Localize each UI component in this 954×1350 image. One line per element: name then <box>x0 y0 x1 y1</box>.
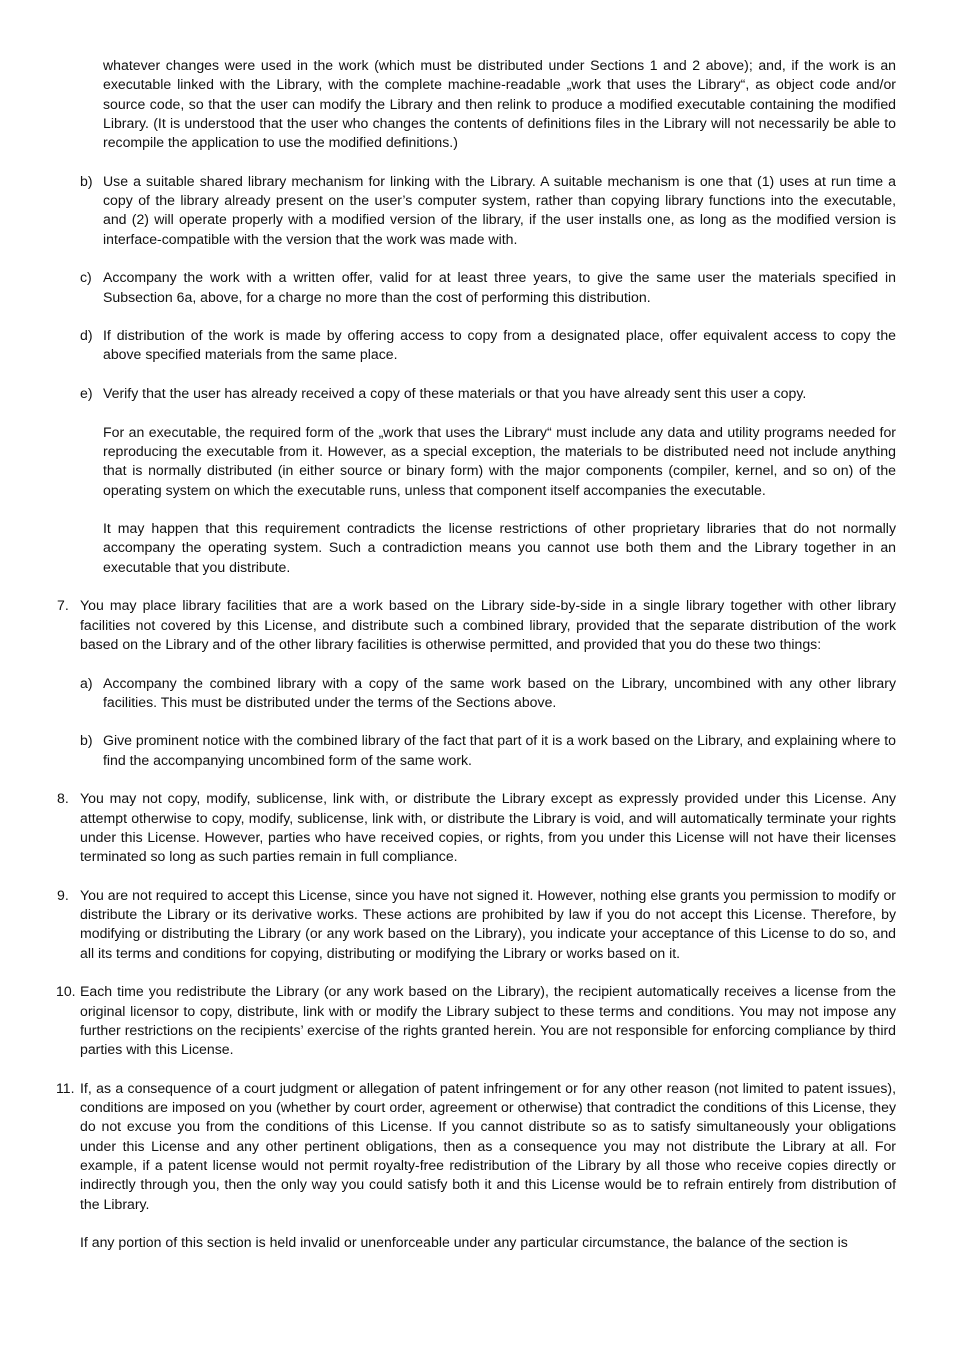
paragraph-6a-continuation <box>103 56 896 152</box>
section-text: You may place library facilities that are a work based on the Library side-by-side in a single library together with other library facilities not covered by this License, and distribute such a combined library, provided that the separate distribution of the work based on the Library and of the other library facilities is otherwise permitted, and provided that you do these two things: <box>80 597 896 652</box>
list-marker: b) <box>80 172 93 189</box>
list-marker: b) <box>80 732 93 749</box>
section-text: Each time you redistribute the Library (or any work based on the Library), the recipient automatically receives a license from the original licensor to copy, distribute, link with or modify the Library subject to these terms and conditions. You may not impose any further restrictions on the recipients’ exercise of the rights granted herein. You are not responsible for enforcing compliance by third parties with this License. <box>80 983 896 1058</box>
list-marker: c) <box>80 269 92 286</box>
list-item-text: Use a suitable shared library mechanism for linking with the Library. A suitable mechanism is one that (1) uses at run time a copy of the library already present on the user’s computer system, rather than copying library functions into the executable, and (2) will operate properly with a modified version of the library, if the user installs one, as long as the modified version is interface-compatible with the version that the work was made with. <box>103 172 896 247</box>
list-marker: a) <box>80 674 93 691</box>
section-7 <box>57 596 896 654</box>
section-number: 8. <box>57 790 69 807</box>
list-item-text: Accompany the combined library with a copy of the same work based on the Library, uncombined with any other library facilities. This must be distributed under the terms of the Sections above. <box>103 674 896 710</box>
list-item-text: Accompany the work with a written offer, valid for at least three years, to give the same user the materials specified in Subsection 6a, above, for a charge no more than the cost of performing this distribution. <box>103 269 896 305</box>
section-text: If, as a consequence of a court judgment or allegation of patent infringement or for any other reason (not limited to patent issues), conditions are imposed on you (whether by court order, agreement or otherwise) that contradict the conditions of this License, they do not excuse you from the conditions of this License. If you cannot distribute so as to satisfy simultaneously your obligations under this License and any other pertinent obligations, then as a consequence you may not distribute the Library at all. For example, if a patent license would not permit royalty-free redistribution of the Library by all those who receive copies directly or indirectly through you, then the only way you could satisfy both it and this License would be to refrain entirely from distribution of the Library. <box>80 1079 896 1212</box>
list-item-text: Give prominent notice with the combined library of the fact that part of it is a work based on the Library, and explaining where to find the accompanying uncombined form of the same work. <box>103 732 896 768</box>
list-item-7b <box>80 731 896 770</box>
list-item-6c <box>80 268 896 307</box>
list-marker: e) <box>80 385 93 402</box>
paragraph-contradiction <box>103 519 896 577</box>
paragraph-text: For an executable, the required form of the „work that uses the Library“ must include any data and utility programs needed for reproducing the executable from it. However, as a special exception, the materials to be distributed need not include anything that is normally distributed (in either source or binary form) with the major components (compiler, kernel, and so on) of the operating system on which the executable runs, unless that component itself accompanies the executable. <box>103 423 896 498</box>
section-number: 9. <box>57 886 69 903</box>
paragraph-executable-form <box>103 423 896 500</box>
paragraph-text: It may happen that this requirement contradicts the license restrictions of other proprietary libraries that do not normally accompany the operating system. Such a contradiction means you cannot use both them and the Library together in an executable that you distribute. <box>103 520 896 575</box>
section-10 <box>56 982 896 1059</box>
section-11 <box>56 1079 896 1214</box>
section-number: 7. <box>57 597 69 614</box>
section-9 <box>57 886 896 963</box>
section-text: You may not copy, modify, sublicense, link with, or distribute the Library except as expressly provided under this License. Any attempt otherwise to copy, modify, sublicense, link with, or distribute the Library is void, and will automatically terminate your rights under this License. However, parties who have received copies, or rights, from you under this License will not have their licenses terminated so long as such parties remain in full compliance. <box>80 790 896 865</box>
section-number: 10. <box>56 983 76 1000</box>
list-item-7a <box>80 674 896 713</box>
list-item-6e <box>80 384 896 403</box>
section-text: You are not required to accept this License, since you have not signed it. However, nothing else grants you permission to modify or distribute the Library or its derivative works. These actions are prohibited by law if you do not accept this License. Therefore, by modifying or distributing the Library (or any work based on the Library), you indicate your acceptance of this License to do so, and all its terms and conditions for copying, distributing or modifying the Library or works based on it. <box>80 886 896 961</box>
paragraph-text: If any portion of this section is held invalid or unenforceable under any particular circumstance, the balance of the section is <box>80 1234 848 1251</box>
list-item-6b <box>80 172 896 249</box>
license-page <box>0 56 954 1252</box>
list-item-6d <box>80 326 896 365</box>
section-8 <box>57 789 896 866</box>
list-marker: d) <box>80 327 93 344</box>
paragraph-section-11-continuation <box>80 1233 896 1252</box>
list-item-text: If distribution of the work is made by offering access to copy from a designated place, offer equivalent access to copy the above specified materials from the same place. <box>103 327 896 363</box>
list-item-text: Verify that the user has already received a copy of these materials or that you have already sent this user a copy. <box>103 385 807 402</box>
paragraph-text: whatever changes were used in the work (which must be distributed under Sections 1 and 2 above); and, if the work is an executable linked with the Library, with the complete machine-readable „work that uses the Library“, as object code and/or source code, so that the user can modify the Library and then relink to produce a modified executable containing the modified Library. (It is understood that the user who changes the contents of definitions files in the Library will not necessarily be able to recompile the application to use the modified definitions.) <box>103 57 896 151</box>
section-number: 11. <box>56 1079 75 1096</box>
